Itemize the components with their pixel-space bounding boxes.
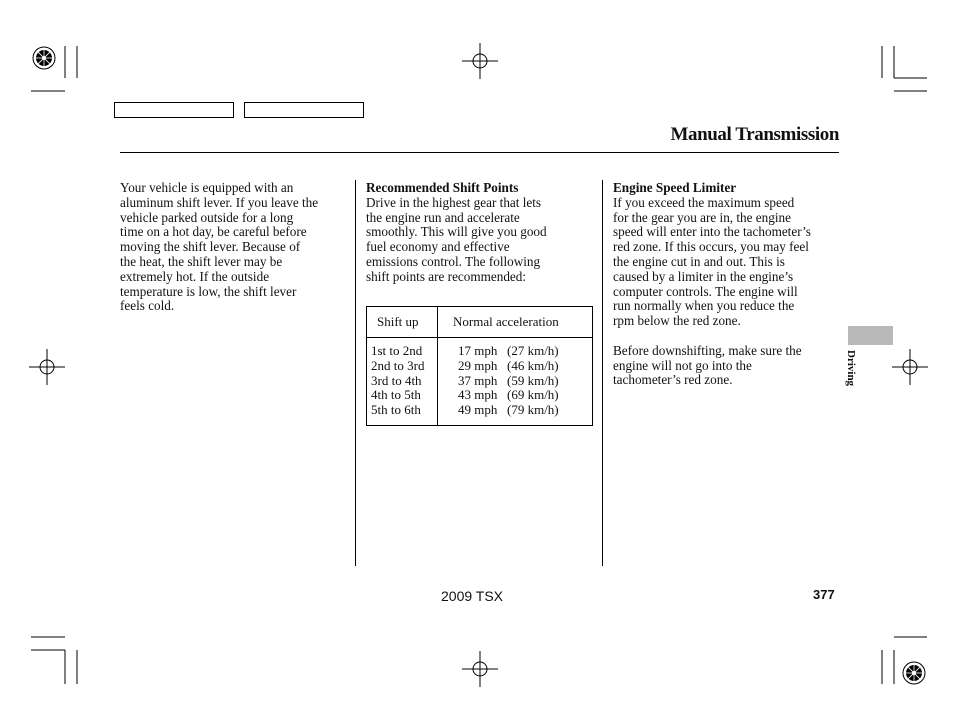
text-line: run normally when you reduce the (613, 298, 795, 314)
column-shift-points (366, 181, 596, 285)
table-cell-shift: 3rd to 4th (371, 372, 422, 388)
text-line: Drive in the highest gear that lets (366, 194, 542, 210)
table-header-divider (367, 337, 592, 338)
text-line: If you exceed the maximum speed (613, 194, 795, 210)
text-line: Your vehicle is equipped with an (120, 180, 294, 195)
section-tab (848, 326, 893, 345)
column-divider-1 (355, 180, 356, 566)
table-header-normal-acceleration: Normal acceleration (453, 314, 559, 329)
column-divider-2 (602, 180, 603, 566)
table-cell-mph: 37 mph (458, 372, 498, 388)
table-cell-mph: 43 mph (458, 387, 498, 403)
table-kmh-column (507, 344, 559, 418)
table-mph-column (458, 344, 497, 418)
table-cell-mph: 29 mph (458, 357, 498, 373)
registration-mark-right (890, 347, 930, 387)
text-line: time on a hot day, be careful before (120, 224, 307, 240)
header-tab-box-2 (244, 102, 364, 118)
text-line: fuel economy and effective (366, 239, 510, 255)
text-line: smoothly. This will give you good (366, 224, 547, 240)
text-line: engine will not go into the (613, 357, 752, 373)
table-gear-column (371, 344, 424, 418)
text-line: caused by a limiter in the engine’s (613, 268, 794, 284)
table-cell-kmh: (79 km/h) (507, 402, 559, 418)
text-line: the heat, the shift lever may be (120, 253, 283, 269)
column-intro (120, 181, 350, 314)
text-line: for the gear you are in, the engine (613, 209, 791, 225)
text-line: computer controls. The engine will (613, 283, 798, 299)
table-cell-kmh: (69 km/h) (507, 387, 559, 403)
text-line: shift points are recommended: (366, 268, 527, 284)
text-line: speed will enter into the tachometer’s (613, 224, 811, 240)
table-cell-shift: 5th to 6th (371, 402, 421, 418)
text-line: extremely hot. If the outside (120, 268, 270, 284)
footer-model: 2009 TSX (441, 588, 504, 604)
text-line: temperature is low, the shift lever (120, 283, 297, 299)
text-line: aluminum shift lever. If you leave the (120, 194, 319, 210)
starburst-target-top-left (32, 46, 56, 70)
text-line: the engine run and accelerate (366, 209, 520, 225)
section-heading: Recommended Shift Points (366, 180, 519, 195)
text-line: moving the shift lever. Because of (120, 239, 301, 255)
table-cell-mph: 49 mph (458, 402, 498, 418)
text-line: feels cold. (120, 298, 175, 314)
table-header-shift-up: Shift up (377, 314, 419, 329)
page-title: Manual Transmission (670, 124, 839, 145)
table-cell-mph: 17 mph (458, 343, 498, 358)
column-engine-speed-limiter (613, 181, 843, 388)
registration-mark-left (27, 347, 67, 387)
page-number: 377 (813, 587, 835, 602)
text-line: tachometer’s red zone. (613, 372, 733, 388)
table-cell-shift: 1st to 2nd (371, 343, 423, 358)
text-line: the engine cut in and out. This is (613, 253, 785, 269)
table-cell-shift: 2nd to 3rd (371, 357, 425, 373)
text-line: Before downshifting, make sure the (613, 342, 802, 358)
header-tab-box-1 (114, 102, 234, 118)
table-cell-shift: 4th to 5th (371, 387, 421, 403)
table-cell-kmh: (46 km/h) (507, 357, 559, 373)
section-tab-label (845, 350, 865, 410)
section-heading: Engine Speed Limiter (613, 180, 737, 195)
shift-points-table (366, 306, 593, 426)
table-cell-kmh: (59 km/h) (507, 372, 559, 388)
registration-mark-top (460, 41, 500, 81)
text-line: rpm below the red zone. (613, 313, 741, 329)
table-column-divider (437, 307, 438, 425)
text-line: red zone. If this occurs, you may feel (613, 239, 809, 255)
section-tab-text: Driving (845, 350, 857, 387)
registration-mark-bottom (460, 649, 500, 689)
text-line: vehicle parked outside for a long (120, 209, 294, 225)
text-line: emissions control. The following (366, 253, 541, 269)
starburst-target-bottom-right (902, 661, 926, 685)
table-cell-kmh: (27 km/h) (507, 343, 559, 358)
title-rule (120, 152, 839, 153)
